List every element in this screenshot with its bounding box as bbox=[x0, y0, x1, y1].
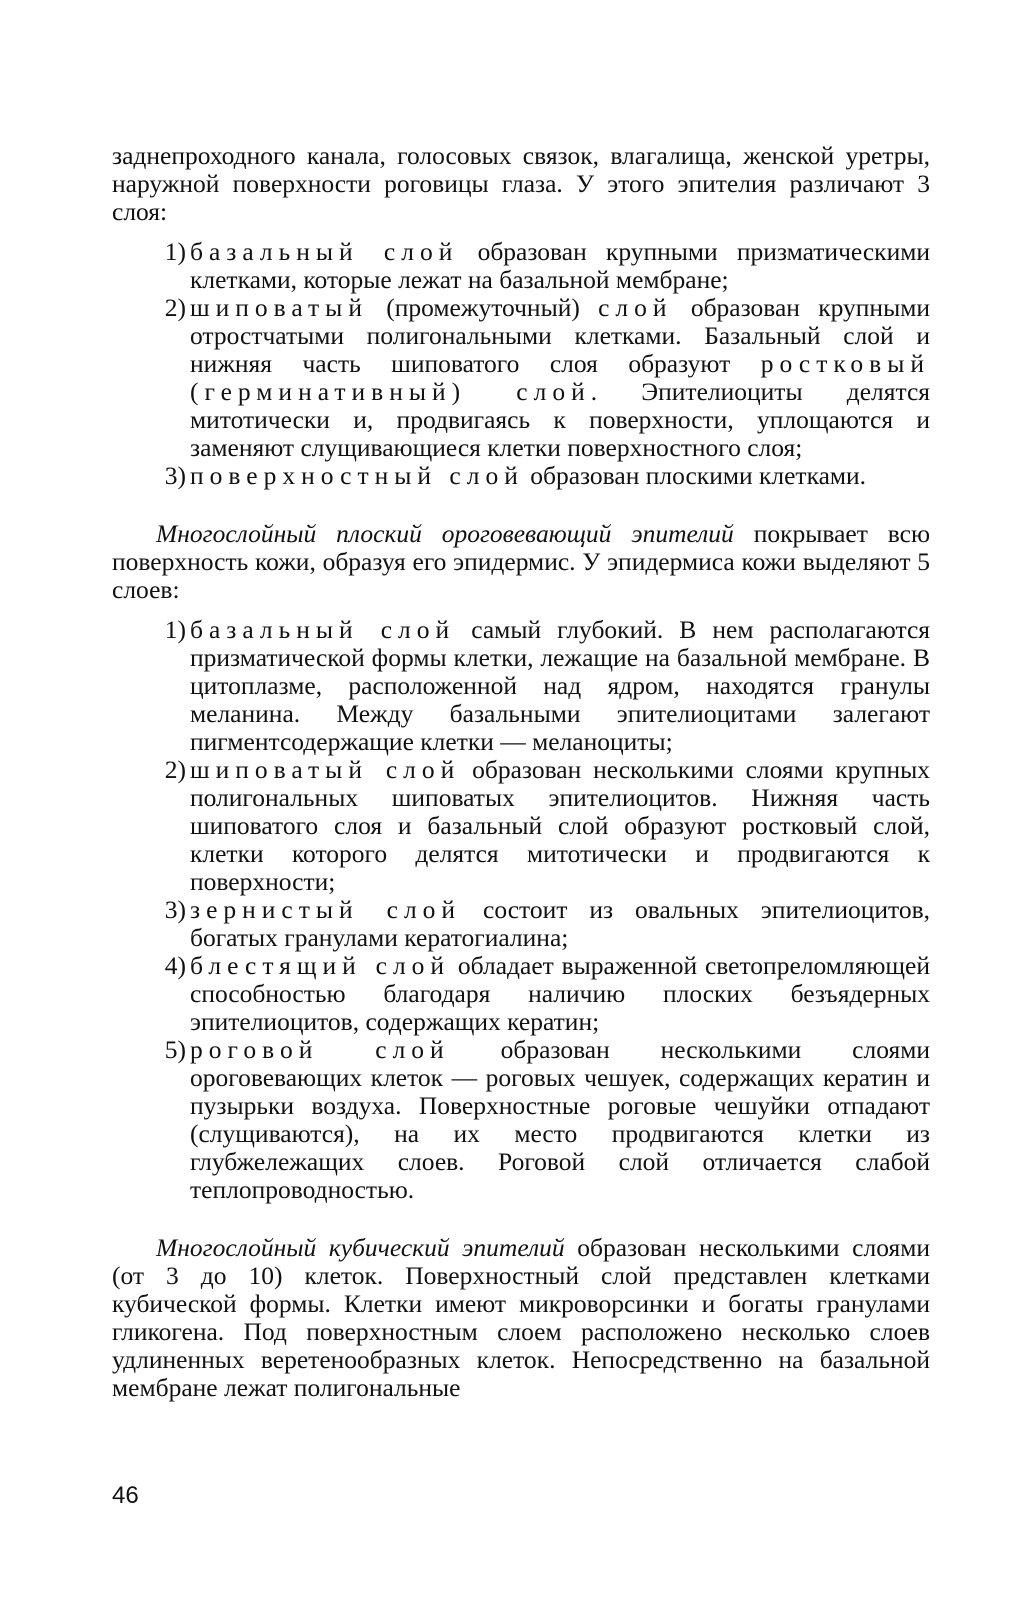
list-item-text: образован несколькими слоями ороговевающих клеток — роговых чешуек, содержащих кератин и пузырьки воздуха. Поверхностные роговые чешуйки отпадают (слущиваются), на их место продвигаются клетки из глубжележащих слоев. Роговой слой отличается слабой теплопроводностью. bbox=[190, 1035, 930, 1204]
layer-term: базальный слой bbox=[190, 237, 459, 266]
list-item bbox=[112, 616, 930, 756]
keratinized-epithelium-paragraph bbox=[112, 520, 930, 604]
layer-term: блестящий слой bbox=[190, 951, 451, 980]
list-item-number: 3) bbox=[164, 895, 186, 924]
paragraph-text: покрывает всю поверхность кожи, образуя его эпидермис. У эпидермиса кожи выделяют 5 слоев: bbox=[112, 519, 930, 604]
list-item-text: образован плоскими клетками. bbox=[523, 461, 867, 490]
list-item-number: 1) bbox=[164, 615, 186, 644]
intro-text: заднепроходного канала, голосовых связок, влагалища, женской уретры, наружной поверхности роговицы глаза. У этого эпителия различают 3 слоя: bbox=[112, 141, 930, 226]
list-item-number: 2) bbox=[164, 755, 186, 784]
list-item bbox=[112, 1036, 930, 1204]
list-item bbox=[112, 294, 930, 462]
list-item-text: образован несколькими слоями крупных полигональных шиповатых эпителиоцитов. Нижняя часть шиповатого слоя и базальный слой образуют ростковый слой, клетки которого делятся митотически и продвигаются к поверхности; bbox=[190, 755, 930, 896]
list-item bbox=[112, 952, 930, 1036]
list-item bbox=[112, 238, 930, 294]
list-item bbox=[112, 896, 930, 952]
layer-term: ростковый (герминативный) слой bbox=[190, 349, 930, 406]
list-item-number: 4) bbox=[164, 951, 186, 980]
cuboidal-epithelium-paragraph bbox=[112, 1234, 930, 1402]
layer-term: поверхностный слой bbox=[190, 461, 524, 490]
list-item-text: состоит из овальных эпителиоцитов, богатых гранулами кератогиалина; bbox=[190, 895, 930, 952]
layer-term: слой bbox=[598, 293, 673, 322]
list-item-number: 3) bbox=[164, 461, 186, 490]
list-item-text: (промежуточный) bbox=[367, 293, 599, 322]
page-number: 46 bbox=[112, 1482, 139, 1509]
section-term: Многослойный плоский ороговевающий эпителий bbox=[156, 519, 734, 548]
list-item-text: обладает выраженной светопреломляющей способностью благодаря наличию плоских безъядерных эпителиоцитов, содержащих кератин; bbox=[190, 951, 930, 1036]
intro-paragraph bbox=[112, 142, 930, 226]
epidermis-layers-list bbox=[112, 616, 930, 1204]
list-item bbox=[112, 462, 930, 490]
page-body bbox=[112, 142, 930, 1402]
epithelium-layers-list bbox=[112, 238, 930, 490]
list-item-number: 1) bbox=[164, 237, 186, 266]
list-item-text: . Эпителиоциты делятся митотически и, продвигаясь к поверхности, уплощаются и заменяют слущивающиеся клетки поверхностного слоя; bbox=[190, 377, 930, 462]
section-term: Многослойный кубический эпителий bbox=[156, 1233, 565, 1262]
layer-term: шиповатый слой bbox=[190, 755, 461, 784]
layer-term: базальный слой bbox=[190, 615, 456, 644]
layer-term: зернистый слой bbox=[190, 895, 462, 924]
list-item-text: образован крупными призматическими клетками, которые лежат на базальной мембране; bbox=[190, 237, 930, 294]
layer-term: шиповатый bbox=[190, 293, 368, 322]
paragraph-text: образован несколькими слоями (от 3 до 10) клеток. Поверхностный слой представлен клетками кубической формы. Клетки имеют микроворсинки и богаты гранулами гликогена. Под поверхностным слоем расположено несколько слоев удлиненных веретенообразных клеток. Непосредственно на базальной мембране лежат полигональные bbox=[112, 1233, 930, 1402]
list-item-number: 2) bbox=[164, 293, 186, 322]
list-item bbox=[112, 756, 930, 896]
list-item-text: образован крупными отростчатыми полигональными клетками. Базальный слой и нижняя часть шиповатого слоя образуют bbox=[190, 293, 930, 378]
list-item-number: 5) bbox=[164, 1035, 186, 1064]
list-item-text: самый глубокий. В нем располагаются призматической формы клетки, лежащие на базальной мембране. В цитоплазме, расположенной над ядром, находятся гранулы меланина. Между базальными эпителиоцитами залегают пигментсодержащие клетки — меланоциты; bbox=[190, 615, 930, 756]
layer-term: роговой слой bbox=[190, 1035, 450, 1064]
